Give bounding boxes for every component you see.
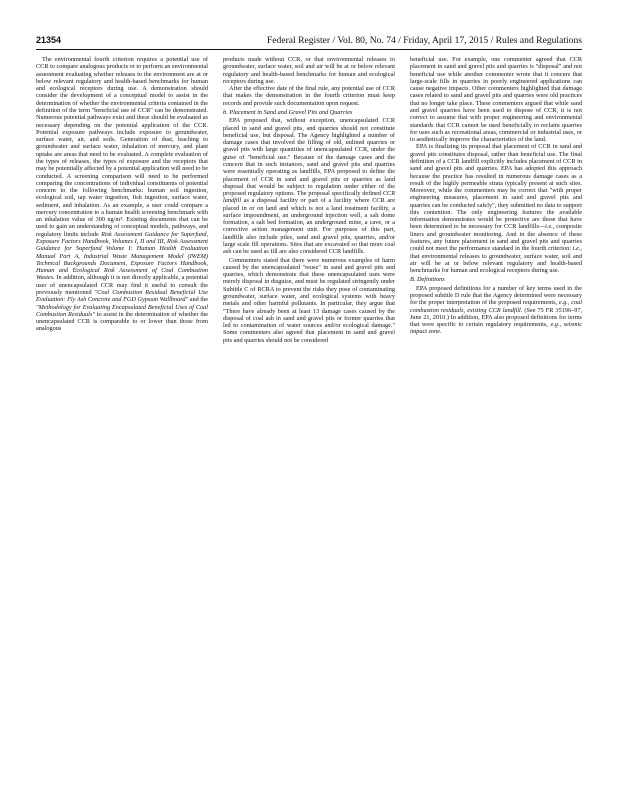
section-heading: b. Placement in Sand and Gravel Pits and Quarries — [223, 108, 353, 116]
paragraph: EPA is finalizing its proposal that placement of CCR in sand and gravel pits constitutes disposal, rather than beneficial use. The final definition of a CCR landfill explicitly includes placement of CCR in sand and gravel pits and quarries. EPA has adopted this approach because the practice has resulted in numerous damage cases as a result of the highly permeable strata typically present at such sites. Moreover, while the commenters may be correct that "with proper engineering measures, placement in sand and gravel pits and quarries can be conducted safely", they submitted no data to support this contention. The only engineering features the available information demonstrates would be protective are those that have been determined to be necessary for CCR landfills—i.e., composite liners and groundwater monitoring. And in the absence of these features, any future placement in sand and gravel pits and quarries could not meet the performance standard in the fourth criterion: i.e., that environmental releases to groundwater, surface water, soil and air will be at or below relevant regulatory and health-based benchmarks for human and ecological receptors during use. — [410, 143, 582, 275]
page-number: 21354 — [36, 35, 62, 45]
paragraph: EPA proposed that, without exception, unencapsulated CCR placed in sand and gravel pits, and quarries should not constitute beneficial use, but disposal. The Agency highlighted a number of damage cases that involved the filling of old, unlined quarries or gravel pits with large quantities of unencapsulated CCR, under the guise of "beneficial use." Because of the damage cases and the concern that in such instances, sand and gravel pits and quarries were essentially operating as landfills, EPA proposed to define the placement of CCR in sand and gravel pits or quarries as land disposal that would be subject to regulation under either of the proposed regulatory options. The proposal specifically defined CCR landfill as a disposal facility or part of a facility where CCR are placed in or on land and which is not a land treatment facility, a surface impoundment, an underground injection well, a salt dome formation, a salt bed formation, an underground mine, a cave, or a corrective action management unit. For purposes of this part, landfills also include piles, sand and gravel pits, quarries, and/or large scale fill operations. Sites that are excavated so that more coal ash can be used as fill are also considered CCR landfills. — [223, 117, 396, 256]
paragraph: After the effective date of the final rule, any potential use of CCR that makes the demonstration in the fourth criterion must keep records and provide such documentation upon request. — [223, 85, 395, 107]
section-heading: B. Definitions — [410, 276, 445, 284]
column-3 — [410, 56, 582, 796]
column-1 — [36, 56, 208, 796]
paragraph: products made without CCR, or that environmental releases to groundwater, surface water, soil and air will be at or below relevant regulatory and health-based benchmarks for human and ecological receptors during use. — [223, 56, 395, 85]
column-2 — [223, 56, 395, 796]
text-columns — [36, 56, 582, 796]
page-header — [36, 35, 582, 50]
paragraph: beneficial use. For example, one commenter agreed that CCR placement in sand and gravel pits and quarries is "disposal" and not beneficial use while another commenter wrote that it concurs that large-scale fills in quarries in poorly engineered applications can cause negative impacts. Other commenters highlighted that damage cases related to sand and gravel pits and quarries were old practices that no longer take place. These commenters argued that while sand and gravel quarries have been used to dispose of CCR, it is not correct to assume that with proper engineering and environmental standards that CCR cannot be used beneficially to reclaim quarries for uses such as recreational areas, commercial or industrial uses, or to aesthetically improve the characteristics of the land. — [410, 56, 582, 144]
paragraph: EPA proposed definitions for a number of key terms used in the proposed subtitle D rule that the Agency determined were necessary for the proper interpretation of the proposed requirements, e.g., coal combustion residuals, existing CCR landfill. (See 75 FR 35196–97, June 21, 2010.) In addition, EPA also proposed definitions for terms that were specific to certain regulatory requirements, e.g., seismic impact zone. — [410, 284, 583, 336]
paragraph: Commenters stated that there were numerous examples of harm caused by the unencapsulated "reuse" in sand and gravel pits and quarries, which demonstrate that these unencapsulated uses were merely disposal in disguise, and must be regulated stringently under Subtitle C of RCRA to prevent the risks they pose of contaminating groundwater, surface water, and ecological systems with heavy metals and other harmful pollutants. In particular, they argue that "There have already been at least 13 damage cases caused by the disposal of coal ash in sand and gravel pits or former quarries that led to contamination of water sources and/or ecological damage." Some commenters also agreed that placement in sand and gravel pits and quarries should not be considered — [223, 256, 395, 344]
publication-line: Federal Register / Vol. 80, No. 74 / Friday, April 17, 2015 / Rules and Regulations — [266, 35, 582, 46]
paragraph: The environmental fourth criterion requires a potential use of CCR to compare analogous products or to perform an environmental assessment evaluating whether releases to the environment are at or below relevant regulatory and health-based benchmarks for human and ecological receptors during use. A demonstration should consider the development of a conceptual model to assist in the determination of whether the environmental criteria contained in the definition of the term "beneficial use of CCR" can be demonstrated. Numerous potential pathways exist and these should be evaluated as necessary depending on the potential application of the CCR. Potential exposure pathways include exposure to groundwater, surface water, air, and soils. Generation of dust, leaching to groundwater and surface water, inhalation of mercury, and plant uptake are areas that need to be evaluated. A complete evaluation of the types of releases, the types of exposure and the receptors that may be potentially affected by a potential application will need to be conducted. A screening comparison will need to be performed comparing the concentrations of individual constituents of potential concern to the following benchmarks: human soil ingestion, ecological soil, tap water ingestion, fish ingestion, surface water, sediment, and inhalation. As an example, a user could compare a mercury concentration to a human health screening benchmark with an inhalation value of 300 ng/m³. Existing documents that can be used to gain an understanding of conceptual models, pathways, and regulatory limits include Risk Assessment Guidance for Superfund, Exposure Factors Handbook, Volumes I, II and III, Risk Assessment Guidance for Superfund Volume I: Human Health Evaluation Manual Part A, Industrial Waste Management Model (IWEM) Technical Backgrounds Document, Exposure Factors Handbook, Human and Ecological Risk Assessment of Coal Combustion Wastes. In addition, although it is not directly applicable, a potential user of unencapsulated CCR may find it useful to consult the previously mentioned "Coal Combustion Residual Beneficial Use Evaluation: Fly Ash Concrete and FGD Gypsum Wallboard" and the "Methodology for Evaluating Encapsulated Beneficial Uses of Coal Combustion Residuals" to assist in the determination of whether the unencapsulated CCR is comparable to or lower than those from analogous — [36, 56, 209, 333]
